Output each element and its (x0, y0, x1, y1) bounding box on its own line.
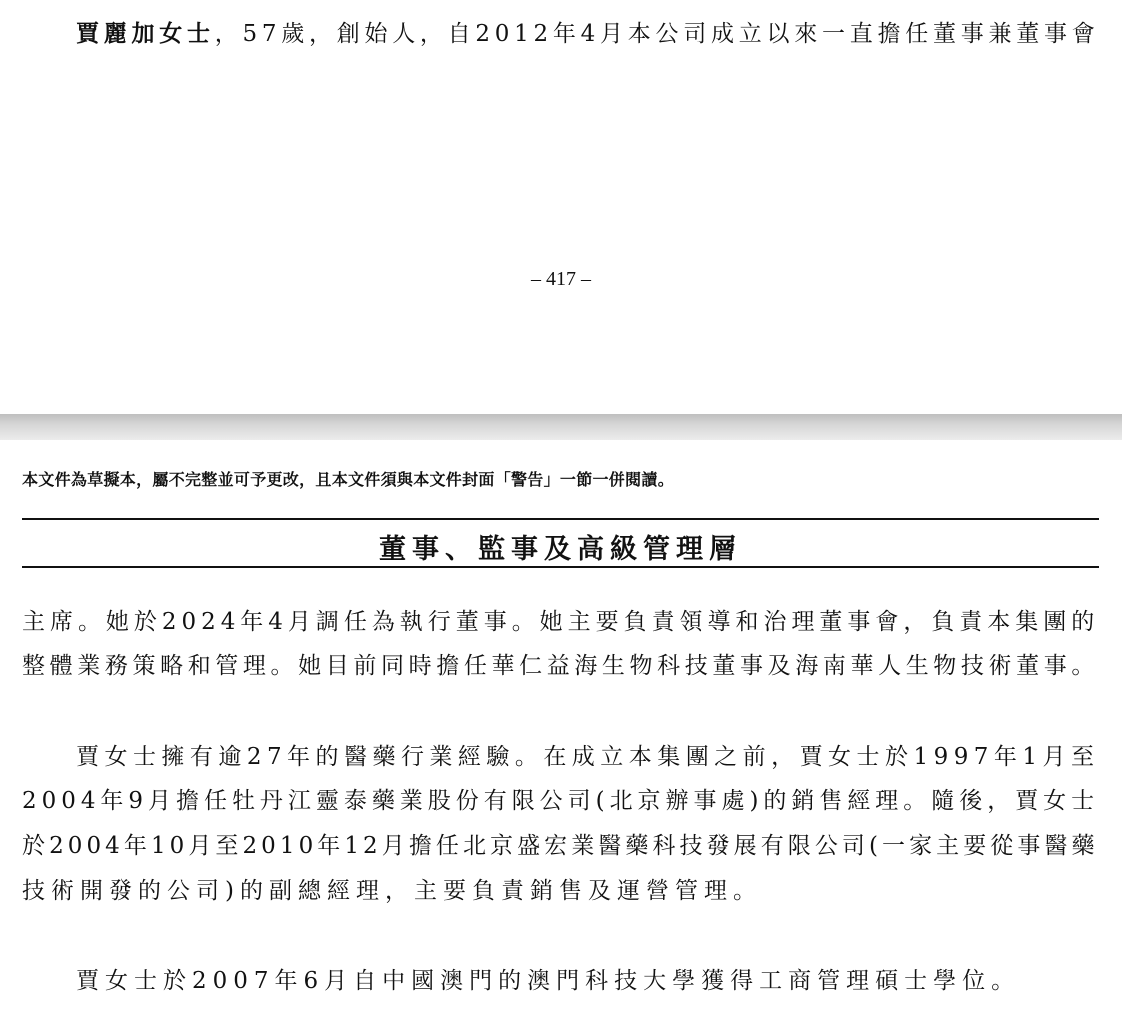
draft-notice: 本文件為草擬本，屬不完整並可予更改，且本文件須與本文件封面「警告」一節一併閱讀。 (22, 470, 675, 489)
page-number: – 417 – (531, 268, 591, 290)
paragraph-2-line-3: 於2004年10月至2010年12月擔任北京盛宏業醫藥科技發展有限公司(一家主要從事醫藥 (22, 833, 1099, 859)
header-rule-bottom (22, 566, 1099, 568)
paragraph-3-line-1: 賈女士於2007年6月自中國澳門的澳門科技大學獲得工商管理碩士學位。 (76, 968, 1021, 994)
paragraph-1-line-2: 整體業務策略和管理。她目前同時擔任華仁益海生物科技董事及海南華人生物技術董事。 (22, 653, 1099, 679)
director-intro-line (76, 14, 1099, 54)
page-separator (0, 414, 1122, 440)
paragraph-2-line-1: 賈女士擁有逾27年的醫藥行業經驗。在成立本集團之前，賈女士於1997年1月至 (76, 744, 1100, 770)
paragraph-2-line-4: 技術開發的公司)的副總經理，主要負責銷售及運營管理。 (22, 878, 762, 904)
paragraph-1-line-1: 主席。她於2024年4月調任為執行董事。她主要負責領導和治理董事會，負責本集團的 (22, 609, 1100, 635)
section-title: 董事、監事及高級管理層 (379, 534, 742, 565)
header-rule-top (22, 518, 1099, 520)
director-intro-text: ，57歲，創始人，自2012年4月本公司成立以來一直擔任董事兼董事會 (214, 21, 1100, 47)
previous-page-bottom (0, 0, 1122, 414)
paragraph-2-line-2: 2004年9月擔任牡丹江靈泰藥業股份有限公司(北京辦事處)的銷售經理。隨後，賈女士 (22, 788, 1100, 814)
director-name: 賈麗加女士 (76, 20, 215, 47)
